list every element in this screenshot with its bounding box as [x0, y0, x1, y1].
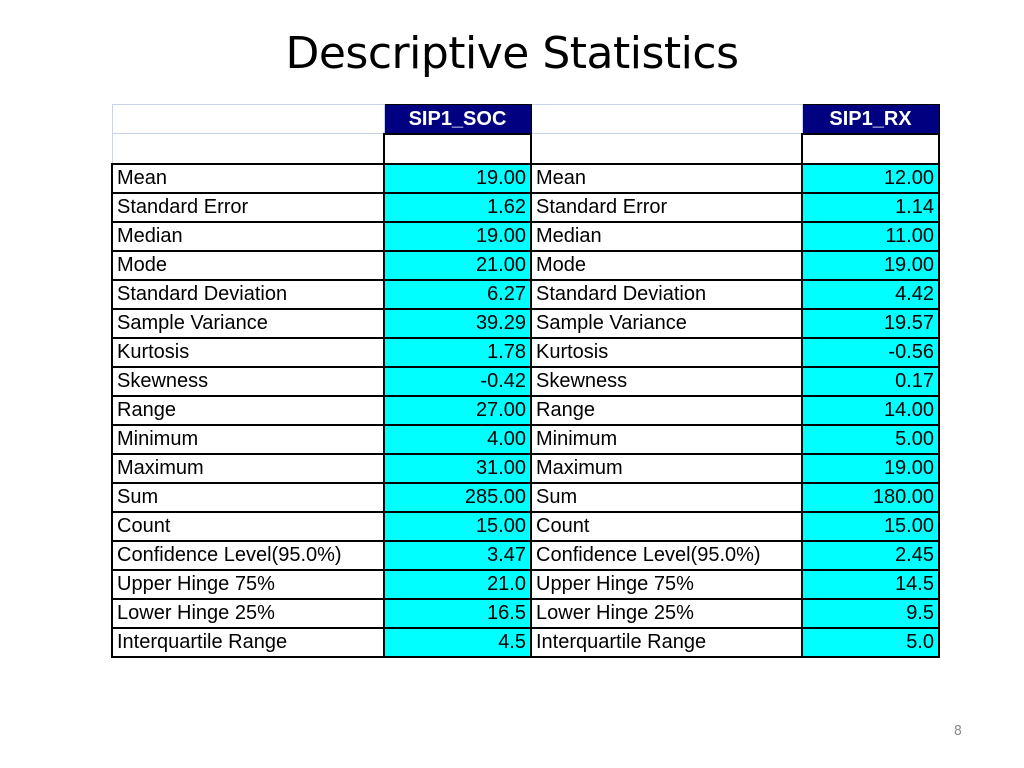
soc-stat-label: Mode — [112, 251, 384, 280]
table-row — [112, 193, 939, 222]
header-sip1-rx: SIP1_RX — [802, 105, 939, 134]
table-row — [112, 338, 939, 367]
rx-stat-label: Median — [531, 222, 802, 251]
table-row — [112, 628, 939, 657]
soc-stat-label: Maximum — [112, 454, 384, 483]
rx-stat-value: 15.00 — [802, 512, 939, 541]
table-row — [112, 454, 939, 483]
soc-stat-value: 1.78 — [384, 338, 531, 367]
rx-stat-value: 19.00 — [802, 454, 939, 483]
table-row — [112, 309, 939, 338]
rx-stat-value: 4.42 — [802, 280, 939, 309]
soc-stat-value: 4.5 — [384, 628, 531, 657]
rx-stat-label: Lower Hinge 25% — [531, 599, 802, 628]
descriptive-statistics-table — [111, 104, 940, 658]
rx-stat-value: 5.0 — [802, 628, 939, 657]
soc-stat-label: Median — [112, 222, 384, 251]
spacer-cell — [112, 134, 384, 164]
rx-stat-label: Sample Variance — [531, 309, 802, 338]
table-row — [112, 570, 939, 599]
soc-stat-value: 1.62 — [384, 193, 531, 222]
spacer-cell — [531, 134, 802, 164]
rx-stat-value: 19.57 — [802, 309, 939, 338]
rx-stat-value: 0.17 — [802, 367, 939, 396]
rx-stat-label: Maximum — [531, 454, 802, 483]
header-blank-cell — [531, 105, 802, 134]
soc-stat-value: 19.00 — [384, 222, 531, 251]
soc-stat-value: 15.00 — [384, 512, 531, 541]
soc-stat-value: 285.00 — [384, 483, 531, 512]
soc-stat-value: 3.47 — [384, 541, 531, 570]
soc-stat-label: Lower Hinge 25% — [112, 599, 384, 628]
rx-stat-value: 180.00 — [802, 483, 939, 512]
rx-stat-value: 9.5 — [802, 599, 939, 628]
rx-stat-label: Interquartile Range — [531, 628, 802, 657]
rx-stat-label: Mode — [531, 251, 802, 280]
header-blank-cell — [112, 105, 384, 134]
spacer-cell — [802, 134, 939, 164]
soc-stat-label: Count — [112, 512, 384, 541]
soc-stat-label: Minimum — [112, 425, 384, 454]
soc-stat-label: Skewness — [112, 367, 384, 396]
rx-stat-label: Range — [531, 396, 802, 425]
soc-stat-label: Sample Variance — [112, 309, 384, 338]
soc-stat-label: Upper Hinge 75% — [112, 570, 384, 599]
soc-stat-label: Interquartile Range — [112, 628, 384, 657]
rx-stat-value: 12.00 — [802, 164, 939, 193]
soc-stat-value: 31.00 — [384, 454, 531, 483]
table-row — [112, 367, 939, 396]
table-row — [112, 396, 939, 425]
rx-stat-label: Minimum — [531, 425, 802, 454]
rx-stat-label: Upper Hinge 75% — [531, 570, 802, 599]
rx-stat-label: Count — [531, 512, 802, 541]
table-row — [112, 541, 939, 570]
soc-stat-label: Mean — [112, 164, 384, 193]
soc-stat-label: Kurtosis — [112, 338, 384, 367]
table-row — [112, 222, 939, 251]
rx-stat-value: 19.00 — [802, 251, 939, 280]
rx-stat-value: 14.5 — [802, 570, 939, 599]
soc-stat-label: Confidence Level(95.0%) — [112, 541, 384, 570]
rx-stat-value: 14.00 — [802, 396, 939, 425]
soc-stat-label: Standard Deviation — [112, 280, 384, 309]
soc-stat-value: 16.5 — [384, 599, 531, 628]
slide-number: 8 — [953, 724, 962, 739]
rx-stat-label: Standard Deviation — [531, 280, 802, 309]
soc-stat-value: 6.27 — [384, 280, 531, 309]
table-row — [112, 599, 939, 628]
rx-stat-value: 11.00 — [802, 222, 939, 251]
header-sip1-soc: SIP1_SOC — [384, 105, 531, 134]
table-row — [112, 164, 939, 193]
table-header-row — [112, 105, 939, 134]
rx-stat-value: 5.00 — [802, 425, 939, 454]
soc-stat-value: -0.42 — [384, 367, 531, 396]
rx-stat-value: 1.14 — [802, 193, 939, 222]
soc-stat-value: 39.29 — [384, 309, 531, 338]
table-row — [112, 251, 939, 280]
soc-stat-label: Standard Error — [112, 193, 384, 222]
rx-stat-value: 2.45 — [802, 541, 939, 570]
soc-stat-value: 27.00 — [384, 396, 531, 425]
table-row — [112, 280, 939, 309]
spacer-cell — [384, 134, 531, 164]
soc-stat-label: Sum — [112, 483, 384, 512]
rx-stat-label: Kurtosis — [531, 338, 802, 367]
rx-stat-label: Skewness — [531, 367, 802, 396]
table-row — [112, 512, 939, 541]
rx-stat-label: Mean — [531, 164, 802, 193]
soc-stat-value: 19.00 — [384, 164, 531, 193]
soc-stat-value: 4.00 — [384, 425, 531, 454]
rx-stat-label: Standard Error — [531, 193, 802, 222]
soc-stat-value: 21.00 — [384, 251, 531, 280]
table-spacer-row — [112, 134, 939, 164]
soc-stat-value: 21.0 — [384, 570, 531, 599]
slide-title: Descriptive Statistics — [285, 28, 739, 79]
table-row — [112, 483, 939, 512]
soc-stat-label: Range — [112, 396, 384, 425]
rx-stat-label: Sum — [531, 483, 802, 512]
table-row — [112, 425, 939, 454]
rx-stat-value: -0.56 — [802, 338, 939, 367]
rx-stat-label: Confidence Level(95.0%) — [531, 541, 802, 570]
